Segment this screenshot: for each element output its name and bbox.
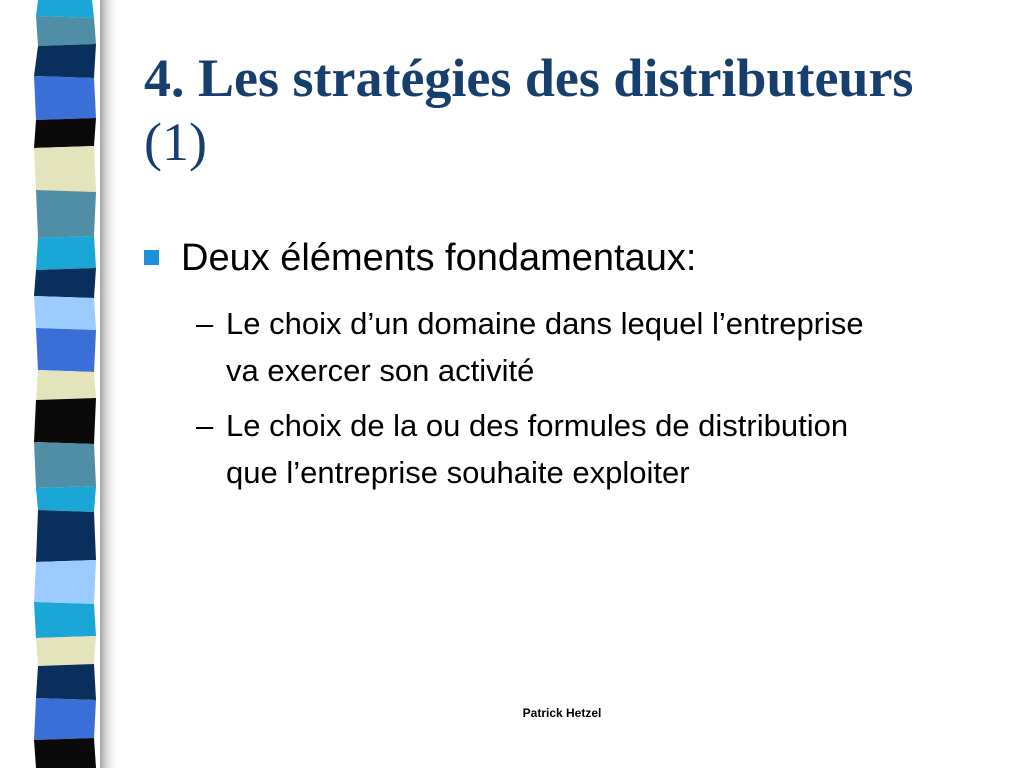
- sub-bullet-1: [196, 300, 896, 394]
- main-bullet: [144, 234, 984, 282]
- main-bullet-text: Deux éléments fondamentaux:: [181, 237, 697, 279]
- sub-bullet-1-text: Le choix d’un domaine dans lequel l’entreprise va exercer son activité: [226, 306, 864, 388]
- bullet-square-icon: [144, 250, 159, 265]
- dash-icon: –: [196, 306, 214, 341]
- decorative-strip: [0, 0, 120, 768]
- slide-title-suffix: (1): [144, 112, 207, 172]
- dash-icon: –: [196, 408, 214, 443]
- sub-bullet-2: [196, 402, 896, 496]
- slide-title: [144, 46, 984, 174]
- sub-bullet-2-text: Le choix de la ou des formules de distribution que l’entreprise souhaite exploiter: [226, 408, 849, 490]
- footer-author: Patrick Hetzel: [522, 706, 602, 720]
- slide-title-main: 4. Les stratégies des distributeurs: [144, 48, 914, 108]
